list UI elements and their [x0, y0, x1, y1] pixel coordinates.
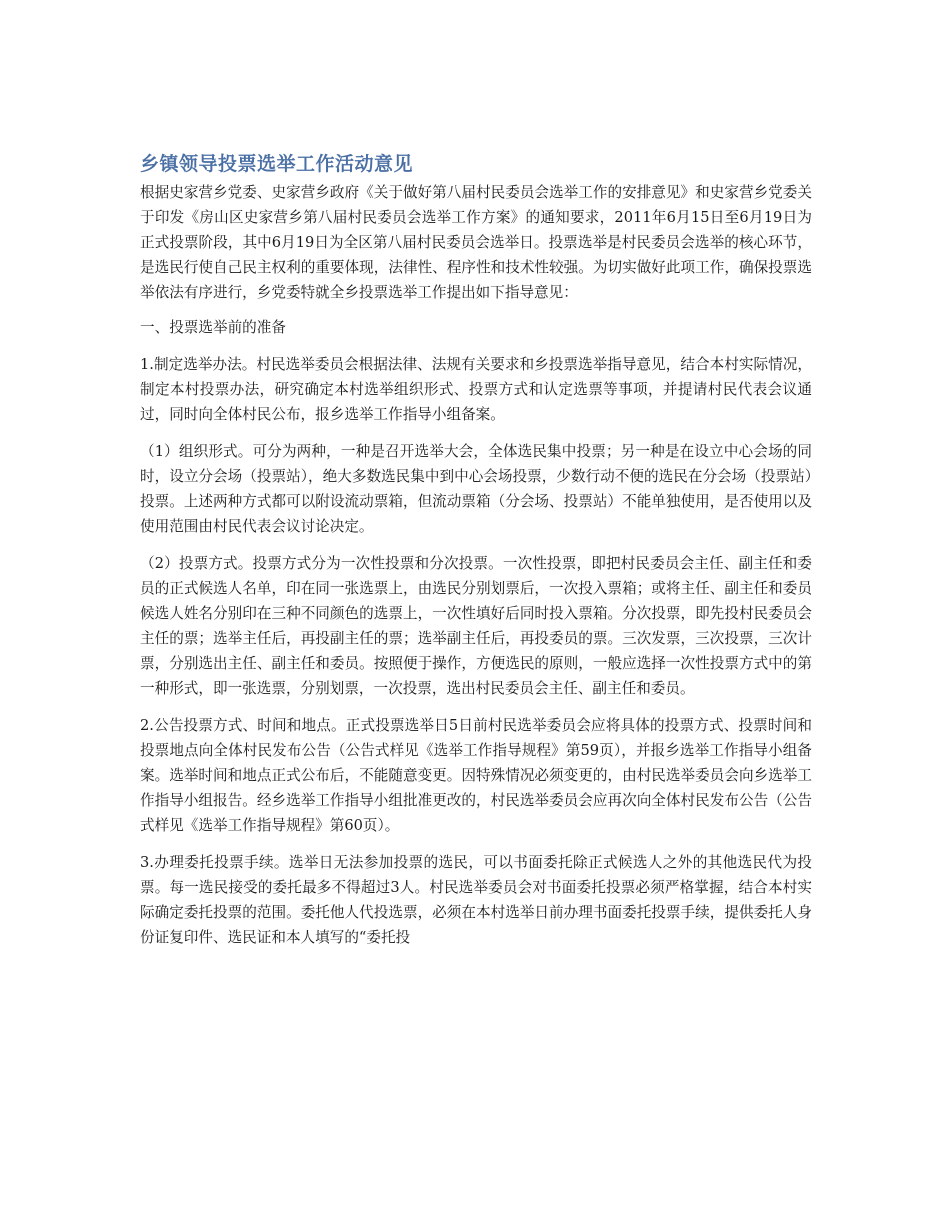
item-2-paragraph: 2.公告投票方式、时间和地点。正式投票选举日5日前村民选举委员会应将具体的投票方式、投票时间和投票地点向全体村民发布公告（公告式样见《选举工作指导规程》第59页），并报乡选举工作指导小组备案。选举时间和地点正式公布后，不能随意变更。因特殊情况必须变更的，由村民选举委员会向乡选举工作指导小组报告。经乡选举工作指导小组批准更改的，村民选举委员会应再次向全体村民发布公告（公告式样见《选举工作指导规程》第60页）。 — [140, 717, 812, 834]
document-page — [140, 150, 812, 950]
section-heading-1: 一、投票选举前的准备 — [140, 319, 286, 336]
item-1-paragraph: 1.制定选举办法。村民选举委员会根据法律、法规有关要求和乡投票选举指导意见，结合本村实际情况，制定本村投票办法，研究确定本村选举组织形式、投票方式和认定选票等事项，并提请村民代表会议通过，同时向全体村民公布，报乡选举工作指导小组备案。 — [140, 356, 812, 423]
intro-paragraph: 根据史家营乡党委、史家营乡政府《关于做好第八届村民委员会选举工作的安排意见》和史家营乡党委关于印发《房山区史家营乡第八届村民委员会选举工作方案》的通知要求，2011年6月15日至6月19日为正式投票阶段，其中6月19日为全区第八届村民委员会选举日。投票选举是村民委员会选举的核心环节，是选民行使自己民主权利的重要体现，法律性、程序性和技术性较强。为切实做好此项工作，确保投票选举依法有序进行，乡党委特就全乡投票选举工作提出如下指导意见： — [140, 184, 812, 301]
item-1-sub-2-paragraph: （2）投票方式。投票方式分为一次性投票和分次投票。一次性投票，即把村民委员会主任、副主任和委员的正式候选人名单，印在同一张选票上，由选民分别划票后，一次投入票箱；或将主任、副主任和委员候选人姓名分别印在三种不同颜色的选票上，一次性填好后同时投入票箱。分次投票，即先投村民委员会主任的票；选举主任后，再投副主任的票；选举副主任后，再投委员的票。三次发票，三次投票，三次计票，分别选出主任、副主任和委员。按照便于操作，方便选民的原则，一般应选择一次性投票方式中的第一种形式，即一张选票，分别划票，一次投票，选出村民委员会主任、副主任和委员。 — [140, 555, 812, 697]
item-3-paragraph: 3.办理委托投票手续。选举日无法参加投票的选民，可以书面委托除正式候选人之外的其他选民代为投票。每一选民接受的委托最多不得超过3人。村民选举委员会对书面委托投票必须严格掌握，结合本村实际确定委托投票的范围。委托他人代投选票，必须在本村选举日前办理书面委托投票手续，提供委托人身份证复印件、选民证和本人填写的“委托投 — [140, 854, 812, 946]
item-1-sub-1-paragraph: （1）组织形式。可分为两种，一种是召开选举大会，全体选民集中投票；另一种是在设立中心会场的同时，设立分会场（投票站），绝大多数选民集中到中心会场投票，少数行动不便的选民在分会场（投票站）投票。上述两种方式都可以附设流动票箱，但流动票箱（分会场、投票站）不能单独使用，是否使用以及使用范围由村民代表会议讨论决定。 — [140, 443, 812, 535]
document-title: 乡镇领导投票选举工作活动意见 — [140, 153, 414, 175]
